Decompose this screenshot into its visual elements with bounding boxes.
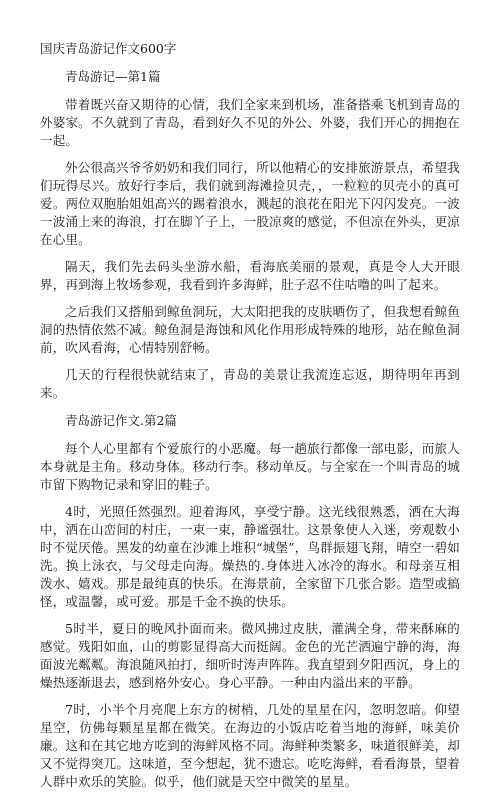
section-2 [40, 412, 460, 791]
section-heading: 青岛游记作文.第2篇 [65, 413, 177, 428]
paragraph: 5时半，夏日的晚风扑面而来。微风拂过皮肤，灌满全身，带来酥麻的感觉。残阳如血，山的剪影显得高大而挺阔。金色的光芒洒遍宁静的海，海面波光粼粼。海浪随风拍打，细听时涛声阵阵。我直望到夕阳西沉，身上的燥热逐渐退去，感到格外安心。身心平静。一种由内溢出来的平静。 [40, 621, 460, 690]
paragraph: 隔天，我们先去码头坐游水船，看海底美丽的景观，真是令人大开眼界，再到海上牧场参观，我看到许多海鲜，肚子忍不住咕噜的叫了起来。 [40, 259, 460, 292]
document-page [40, 30, 460, 800]
section-heading: 青岛游记—第1篇 [65, 69, 161, 84]
paragraph: 之后我们又搭船到鲸鱼洞玩，大太阳把我的皮肤晒伤了，但我想看鲸鱼洞的热情依然不减。鲸鱼洞是海蚀和风化作用形成特殊的地形，站在鲸鱼洞前，吹风看海，心情特别舒畅。 [40, 304, 460, 355]
paragraph: 4时，光照任然强烈。迎着海风，享受宁静。这光线很熟悉，洒在大海中，洒在山峦间的村庄，一束一束，静谧强壮。这景象使人入迷，旁观数小时不觉厌倦。黑发的幼童在沙滩上堆积“城堡”，鸟群振翅飞翔，晴空一碧如洗。换上泳衣，与父母走向海。燥热的.身体进入冰冷的海水。和母亲互相泼水、嬉戏。那是最纯真的快乐。在海景前，全家留下几张合影。造型或搞怪，或温馨，或可爱。那是千金不换的快乐。 [40, 504, 460, 609]
document-title: 国庆青岛游记作文600字 [40, 41, 177, 56]
section-1 [40, 68, 460, 402]
paragraph: 7时，小半个月亮爬上东方的树梢，几处的星星在闪，忽明忽暗。仰望星空，仿佛每颗星星都在微笑。在海边的小饭店吃着当地的海鲜，味美价廉。这和在其它地方吃到的海鲜风格不同。海鲜种类繁多，味道很鲜美，却又不觉得突兀。这味道，至今想起，犹不遗忘。吃吃海鲜，看看海景，望着人群中欢乐的笑脸。似乎，他们就是天空中微笑的星星。 [40, 702, 460, 789]
paragraph: 带着既兴奋又期待的心情，我们全家来到机场，准备搭乘飞机到青岛的外婆家。不久就到了青岛，看到好久不见的外公、外婆，我们开心的拥抱在一起。 [40, 97, 460, 148]
paragraph: 外公很高兴爷爷奶奶和我们同行，所以他精心的安排旅游景点，希望我们玩得尽兴。放好行李后，我们就到海滩捡贝壳，，一粒粒的贝壳小的真可爱。两位双胞胎姐姐高兴的踢着浪水，溅起的浪花在阳光下闪闪发亮。一波一波涌上来的海浪，打在脚丫子上，一股凉爽的感觉，不但凉在外头，更凉在心里。 [40, 160, 460, 247]
paragraph: 几天的行程很快就结束了，青岛的美景让我流连忘返，期待明年再到来。 [40, 367, 460, 400]
paragraph: 每个人心里都有个爱旅行的小恶魔。每一趟旅行都像一部电影，而旅人本身就是主角。移动身体。移动行李。移动单反。与全家在一个叫青岛的城市留下购物记录和穿旧的鞋子。 [40, 441, 460, 492]
